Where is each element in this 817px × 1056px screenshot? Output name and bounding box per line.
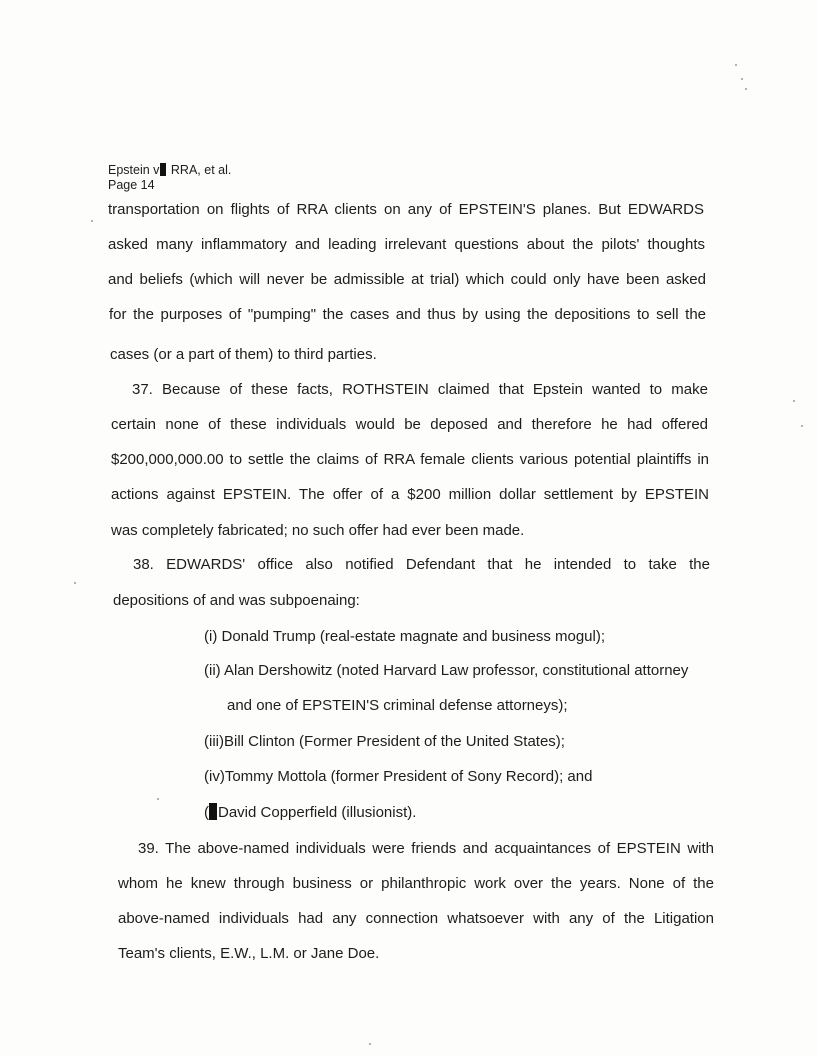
body-line: $200,000,000.00 to settle the claims of RRA female clients various potential plaintiffs in	[111, 451, 709, 468]
body-line: and beliefs (which will never be admissible at trial) which could only have been asked	[108, 271, 706, 288]
redaction-block	[209, 803, 217, 820]
body-line: asked many inflammatory and leading irrelevant questions about the pilots' thoughts	[108, 236, 705, 253]
case-caption-header	[108, 163, 231, 193]
case-caption	[108, 163, 231, 178]
subpoena-list-item: (i) Donald Trump (real-estate magnate and business mogul);	[204, 628, 606, 645]
scan-speck	[91, 220, 93, 222]
paragraph-38-line: 38. EDWARDS' office also notified Defendant that he intended to take the	[133, 556, 710, 573]
subpoena-list-item: (iv)Tommy Mottola (former President of Sony Record); and	[204, 768, 593, 785]
subpoena-list-item	[204, 803, 416, 822]
scan-speck	[74, 582, 76, 584]
scan-speck	[745, 88, 747, 90]
paragraph-39-line: 39. The above-named individuals were friends and acquaintances of EPSTEIN with	[138, 840, 714, 857]
subpoena-list-item: (ii) Alan Dershowitz (noted Harvard Law professor, constitutional attorney	[204, 662, 689, 679]
body-line: transportation on flights of RRA clients on any of EPSTEIN'S planes. But EDWARDS	[108, 201, 704, 218]
body-line: was completely fabricated; no such offer had ever been made.	[111, 522, 525, 539]
scan-speck	[801, 425, 803, 427]
case-caption-left: Epstein v	[108, 163, 160, 177]
subpoena-list-item: (iii)Bill Clinton (Former President of the United States);	[204, 733, 565, 750]
body-line: actions against EPSTEIN. The offer of a $200 million dollar settlement by EPSTEIN	[111, 486, 709, 503]
body-line: cases (or a part of them) to third parties.	[110, 346, 377, 363]
body-line: depositions of and was subpoenaing:	[113, 592, 360, 609]
body-line: whom he knew through business or philanthropic work over the years. None of the	[118, 875, 714, 892]
body-line: certain none of these individuals would be deposed and therefore he had offered	[111, 416, 708, 433]
body-line: for the purposes of "pumping" the cases and thus by using the depositions to sell the	[109, 306, 706, 323]
redaction-block	[160, 163, 166, 176]
paragraph-37-line: 37. Because of these facts, ROTHSTEIN claimed that Epstein wanted to make	[132, 381, 708, 398]
body-line: Team's clients, E.W., L.M. or Jane Doe.	[118, 945, 380, 962]
list-paren: (	[204, 804, 209, 821]
body-line: above-named individuals had any connection whatsoever with any of the Litigation	[118, 910, 714, 927]
page-number: Page 14	[108, 178, 155, 192]
subpoena-list-item-continuation: and one of EPSTEIN'S criminal defense attorneys);	[227, 697, 568, 714]
scan-speck	[793, 400, 795, 402]
case-caption-right: RRA, et al.	[170, 163, 232, 177]
scan-speck	[741, 78, 743, 80]
scan-speck	[157, 798, 159, 800]
list-item-text: David Copperfield (illusionist).	[218, 804, 417, 821]
scan-speck	[369, 1043, 371, 1045]
scan-speck	[735, 64, 737, 66]
